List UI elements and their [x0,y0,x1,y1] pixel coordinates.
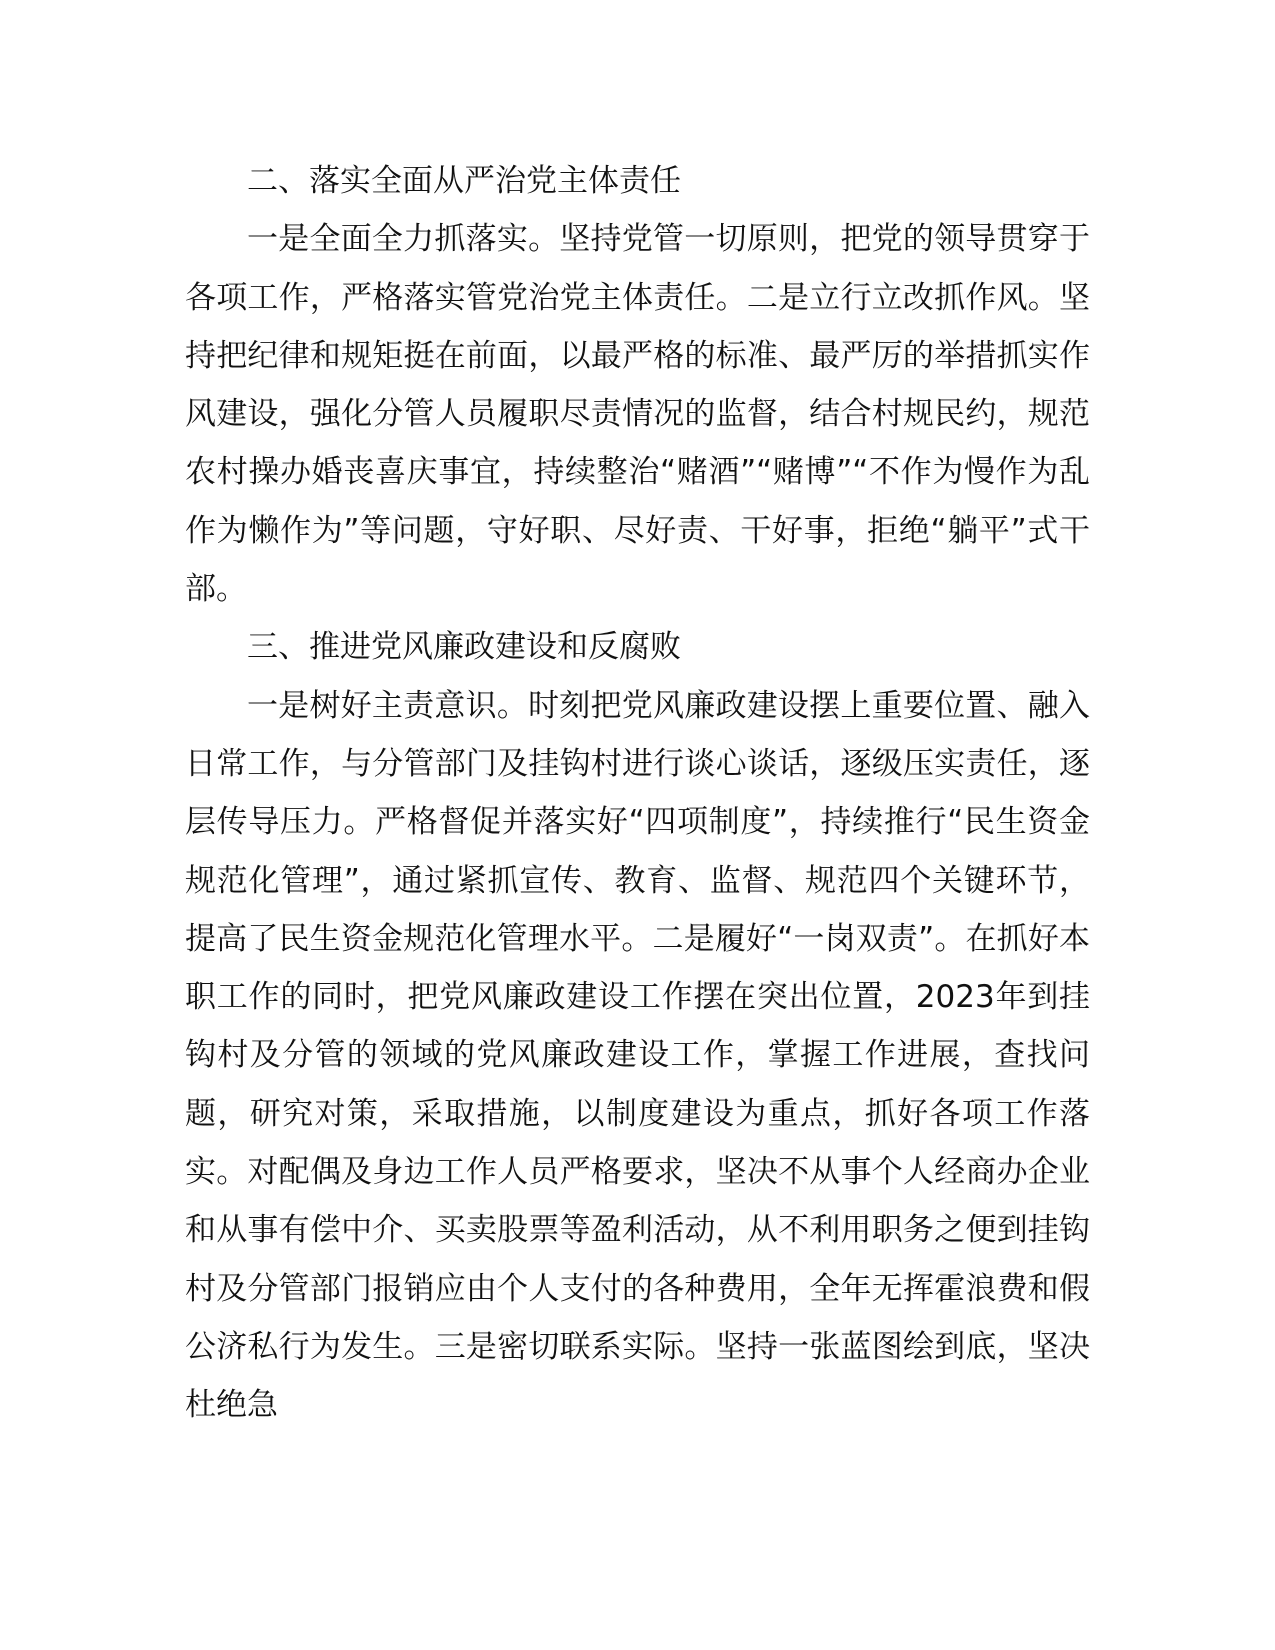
section-heading-2: 二、落实全面从严治党主体责任 [247,163,681,199]
document-body [185,152,1090,1435]
body-paragraph: 一是树好主责意识。时刻把党风廉政建设摆上重要位置、融入日常工作，与分管部门及挂钩村进行谈心谈话，逐级压实责任，逐层传导压力。严格督促并落实好“四项制度”，持续推行“民生资金规范化管理”，通过紧抓宣传、教育、监督、规范四个关键环节，提高了民生资金规范化管理水平。二是履好“一岗双责”。在抓好本职工作的同时，把党风廉政建设工作摆在突出位置，2023年到挂钩村及分管的领域的党风廉政建设工作，掌握工作进展，查找问题，研究对策，采取措施，以制度建设为重点，抓好各项工作落实。对配偶及身边工作人员严格要求，坚决不从事个人经商办企业和从事有偿中介、买卖股票等盈利活动，从不利用职务之便到挂钩村及分管部门报销应由个人支付的各种费用，全年无挥霍浪费和假公济私行为发生。三是密切联系实际。坚持一张蓝图绘到底，坚决杜绝急 [185,687,1090,1424]
body-paragraph: 一是全面全力抓落实。坚持党管一切原则，把党的领导贯穿于各项工作，严格落实管党治党主体责任。二是立行立改抓作风。坚持把纪律和规矩挺在前面，以最严格的标准、最严厉的举措抓实作风建设，强化分管人员履职尽责情况的监督，结合村规民约，规范农村操办婚丧喜庆事宜，持续整治“赌酒”“赌博”“不作为慢作为乱作为懒作为”等问题，守好职、尽好责、干好事，拒绝“躺平”式干部。 [185,221,1090,608]
section-heading-3: 三、推进党风廉政建设和反腐败 [247,629,681,666]
